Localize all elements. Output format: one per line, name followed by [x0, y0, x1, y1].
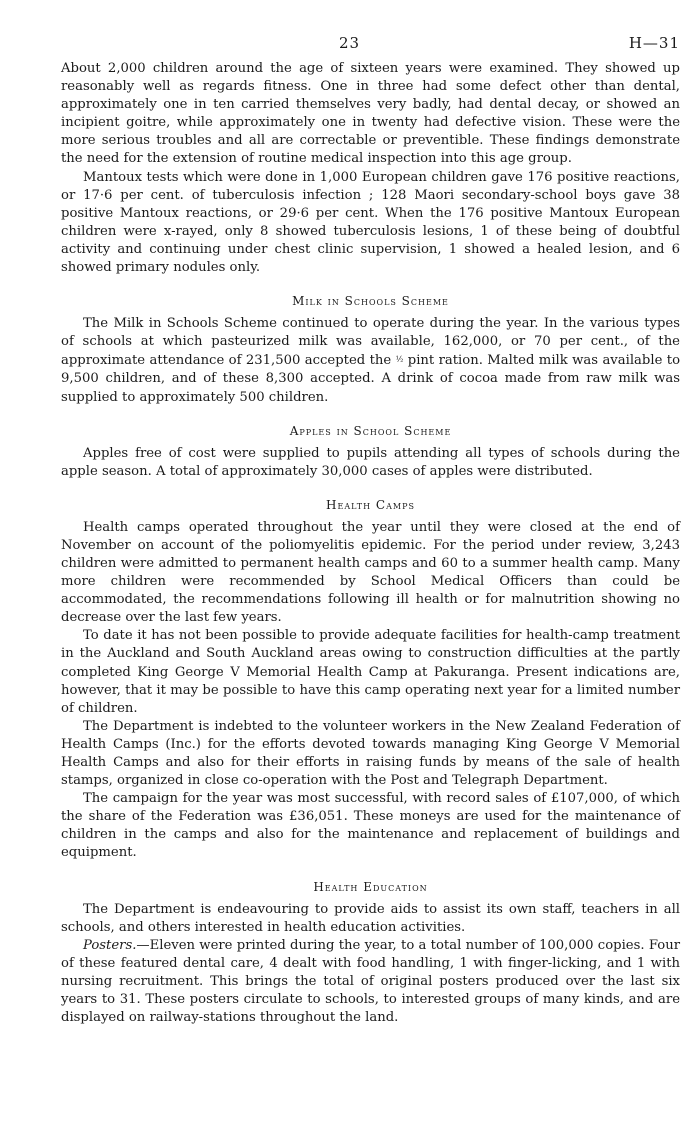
- milk-section: [61, 294, 680, 406]
- section-heading: Apples in School Scheme: [289, 423, 452, 438]
- section-heading: Health Education: [313, 879, 428, 894]
- paragraph-text: —Eleven were printed during the year, to a total number of 100,000 copies. Four of these featured dental care, 4 dealt with food handling, 1 with finger-licking, and 1 with nursing recruitment. This brings the total of original posters produced over the last six years to 31. These posters circulate to schools, to interested groups of many kinds, and are displayed on railway-stations throughout the land.: [61, 937, 680, 1026]
- running-head: [61, 34, 680, 56]
- paragraph: About 2,000 children around the age of sixteen years were examined. They showed up reasonably well as regards fitness. One in three had some defect other than dental, approximately one in ten carried themselves very badly, had dental decay, or showed an incipient goitre, while approximately one in twenty had defective vision. These were the more serious troubles and all are correctable or preventible. These findings demonstrate the need for the extension of routine medical inspection into this age group.: [61, 61, 680, 167]
- intro-section: [61, 60, 680, 277]
- page-number: 23: [339, 34, 361, 52]
- apples-section: [61, 424, 680, 481]
- paragraph: [61, 937, 680, 1027]
- section-heading: Health Camps: [326, 497, 415, 512]
- paragraph: [61, 315, 680, 406]
- paragraph: Apples free of cost were supplied to pupils attending all types of schools during the apple season. A total of approximately 30,000 cases of apples were distributed.: [61, 445, 680, 479]
- paragraph: The campaign for the year was most successful, with record sales of £107,000, of which the share of the Federation was £36,051. These moneys are used for the maintenance of children in the camps and also for the maintenance and replacement of buildings and equipment.: [61, 791, 680, 861]
- paragraph-text: The Milk in Schools Scheme continued to operate during the year. In the various types of schools at which pasteurized milk was available, 162,000, or 70 per cent., of the approximate attendance of 231,500 accepted the: [61, 316, 680, 369]
- fraction: ½: [395, 355, 404, 365]
- paragraph: The Department is indebted to the volunteer workers in the New Zealand Federation of Health Camps (Inc.) for the efforts devoted towards managing King George V Memorial Health Camps and also for their efforts in raising funds by means of the sale of health stamps, organized in close co-operation with the Post and Telegraph Department.: [61, 718, 680, 789]
- paragraph-text: pint ration. Malted milk was available to 9,500 children, and of these 8,300 accepted. A drink of cocoa made from raw milk was supplied to approximately 500 children.: [61, 353, 681, 405]
- camps-section: [61, 498, 680, 863]
- inline-heading: Posters.: [83, 937, 137, 953]
- section-heading: Milk in Schools Scheme: [292, 294, 449, 309]
- education-section: [61, 880, 680, 1028]
- paragraph: Mantoux tests which were done in 1,000 European children gave 176 positive reactions, or 17·6 per cent. of tuberculosis infection ; 128 Maori secondary-school boys gave 38 positive Mantoux reactions, or 29·6 per cent. When the 176 positive Mantoux European children were x-rayed, only 8 showed tuberculosis lesions, 1 of these being of doubtful activity and continuing under chest clinic supervision, 1 showed a healed lesion, and 6 showed primary nodules only.: [61, 169, 680, 276]
- paragraph: To date it has not been possible to provide adequate facilities for health-camp treatment in the Auckland and South Auckland areas owing to construction difficulties at the partly completed King George V Memorial Health Camp at Pakuranga. Present indications are, however, that it may be possible to have this camp operating next year for a limited number of children.: [61, 628, 680, 716]
- paragraph: The Department is endeavouring to provide aids to assist its own staff, teachers in all schools, and others interested in health education activities.: [61, 901, 680, 935]
- document-page: [61, 34, 680, 1027]
- paragraph: Health camps operated throughout the year until they were closed at the end of November on account of the poliomyelitis epidemic. For the period under review, 3,243 children were admitted to permanent health camps and 60 to a summer health camp. Many more children were recommended by School Medical Officers than could be accommodated, the recommendations following ill health or for malnutrition showing no decrease over the last few years.: [61, 519, 680, 626]
- document-reference: H—31: [628, 34, 680, 52]
